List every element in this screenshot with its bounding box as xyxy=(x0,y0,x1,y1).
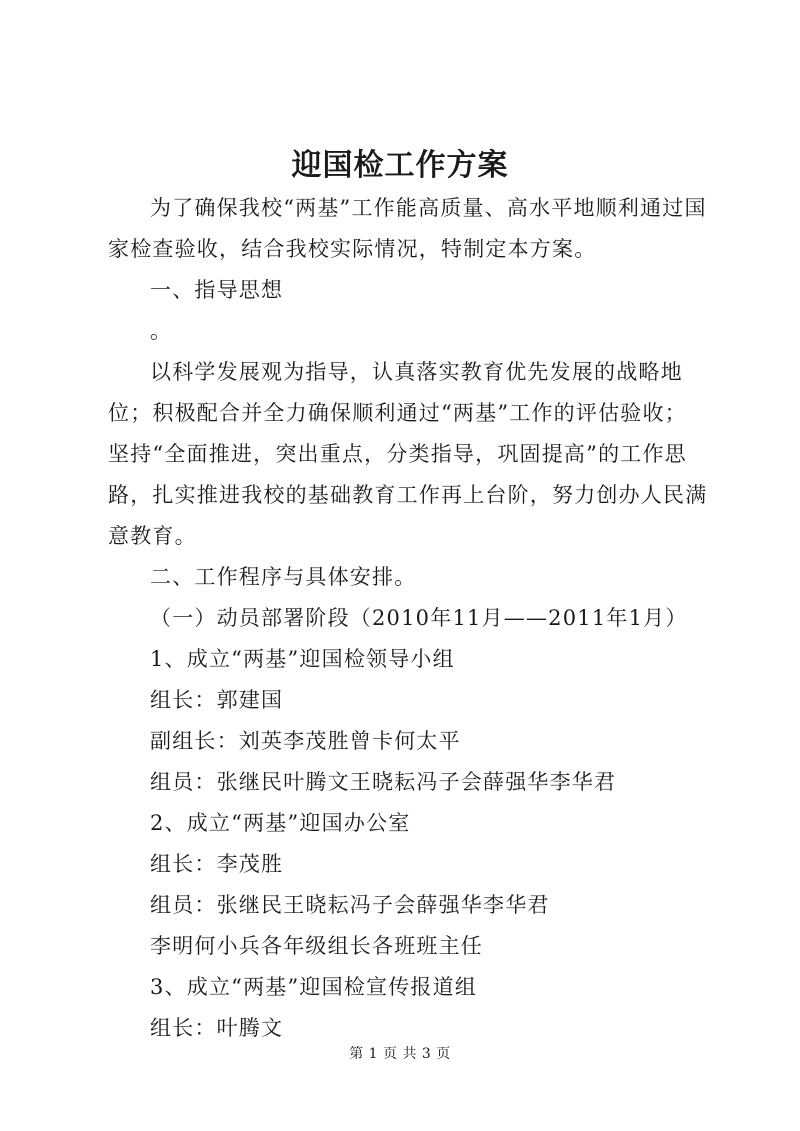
paragraph-3: 。 xyxy=(150,319,173,343)
paragraph-11: 2、成立“两基”迎国办公室 xyxy=(150,811,411,835)
paragraph-12: 组长：李茂胜 xyxy=(150,852,284,876)
paragraph-10: 组员：张继民叶腾文王晓耘冯子会薛强华李华君 xyxy=(150,770,617,794)
paragraph-6: （一）动员部署阶段（2010年11月——2011年1月） xyxy=(150,606,688,630)
paragraph-9: 副组长：刘英李茂胜曾卡何太平 xyxy=(150,729,461,753)
paragraph-1: 为了确保我校“两基”工作能高质量、高水平地顺利通过国家检查验收，结合我校实际情况，特制定本方案。 xyxy=(108,196,707,261)
paragraph-8: 组长：郭建国 xyxy=(150,688,284,712)
paragraph-5: 二、工作程序与具体安排。 xyxy=(150,565,417,589)
paragraph-14: 李明何小兵各年级组长各班班主任 xyxy=(150,934,483,958)
page-footer: 第 1 页 共 3 页 xyxy=(349,1046,451,1062)
paragraph-13: 组员：张继民王晓耘冯子会薛强华李华君 xyxy=(150,893,550,917)
document-title: 迎国检工作方案 xyxy=(291,148,509,183)
document-body xyxy=(108,188,708,1049)
paragraph-15: 3、成立“两基”迎国检宣传报道组 xyxy=(150,975,478,999)
paragraph-7: 1、成立“两基”迎国检领导小组 xyxy=(150,647,455,671)
paragraph-16: 组长：叶腾文 xyxy=(150,1016,284,1040)
paragraph-2: 一、指导思想 xyxy=(150,278,284,302)
paragraph-4: 以科学发展观为指导，认真落实教育优先发展的战略地位；积极配合并全力确保顺利通过“两基”工作的评估验收；坚持“全面推进，突出重点，分类指导，巩固提高”的工作思路，扎实推进我校的基础教育工作再上台阶，努力创办人民满意教育。 xyxy=(108,360,708,548)
